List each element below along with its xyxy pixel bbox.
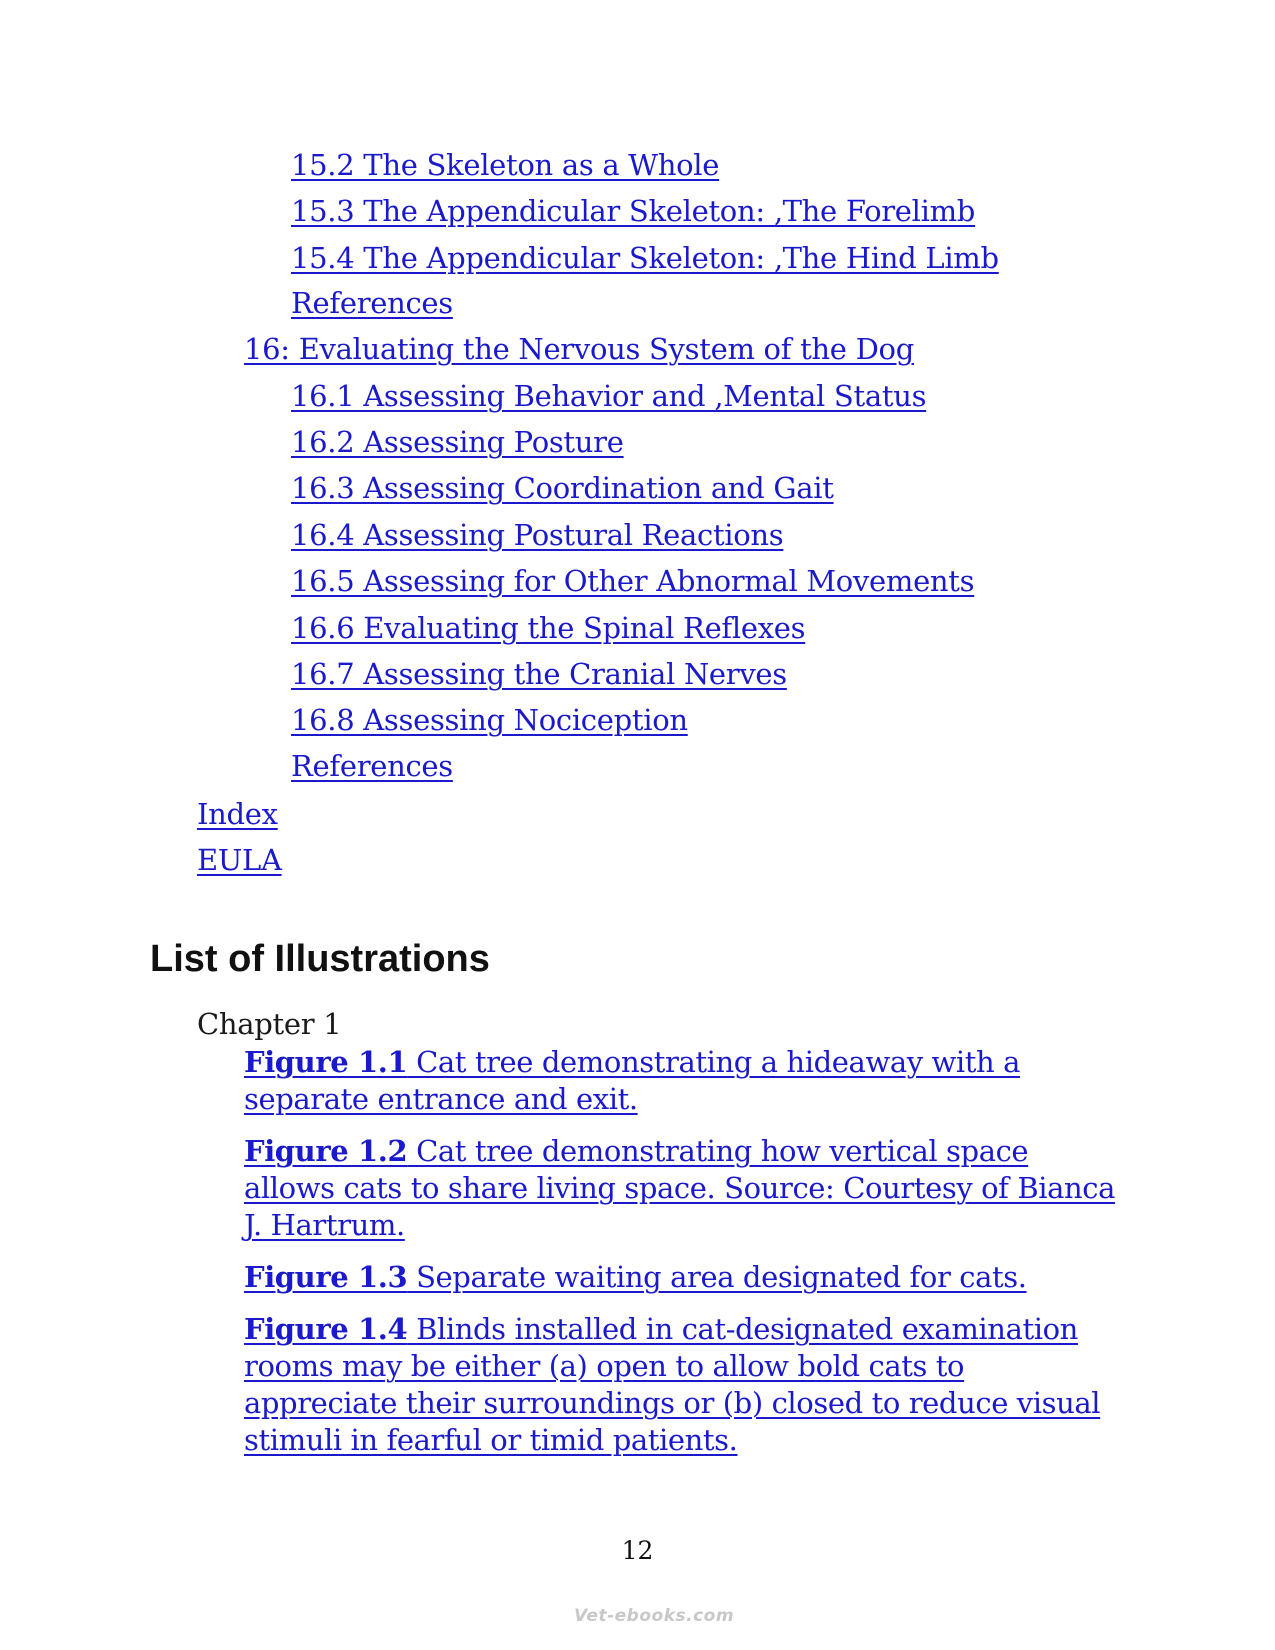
- figure-number: Figure 1.4: [244, 1312, 408, 1346]
- figure-caption: Cat tree demonstrating a hideaway with a separate entrance and exit.: [244, 1045, 1021, 1116]
- figure-number: Figure 1.2: [244, 1134, 408, 1168]
- toc-link-16-5[interactable]: 16.5 Assessing for Other Abnormal Movements: [291, 564, 975, 598]
- chapter-label: Chapter 1: [197, 1007, 342, 1041]
- toc-link-15-4[interactable]: 15.4 The Appendicular Skeleton: ‚The Hind Limb: [291, 241, 999, 275]
- toc-link-eula[interactable]: EULA: [197, 843, 282, 877]
- figure-number: Figure 1.3: [244, 1260, 408, 1294]
- toc-link-references-16[interactable]: References: [291, 749, 453, 783]
- figure-link-1-1[interactable]: [244, 1044, 1124, 1118]
- toc-link-16-6[interactable]: 16.6 Evaluating the Spinal Reflexes: [291, 611, 806, 645]
- toc-link-16-3[interactable]: 16.3 Assessing Coordination and Gait: [291, 471, 834, 505]
- figure-caption: Separate waiting area designated for cats.: [407, 1260, 1027, 1294]
- figure-caption: Blinds installed in cat-designated examination rooms may be either (a) open to allow bold cats to appreciate their surroundings or (b) closed to reduce visual stimuli in fearful or timid patients.: [244, 1312, 1101, 1457]
- figure-link-1-3[interactable]: [244, 1259, 1124, 1296]
- toc-link-15-2[interactable]: 15.2 The Skeleton as a Whole: [291, 148, 720, 182]
- list-of-illustrations-heading: List of Illustrations: [150, 938, 490, 980]
- toc-link-15-3[interactable]: 15.3 The Appendicular Skeleton: ‚The Forelimb: [291, 194, 976, 228]
- figure-number: Figure 1.1: [244, 1045, 408, 1079]
- toc-link-16-8[interactable]: 16.8 Assessing Nociception: [291, 703, 688, 737]
- toc-link-16-1[interactable]: 16.1 Assessing Behavior and ‚Mental Status: [291, 379, 927, 413]
- watermark-logo: Vet-ebooks.com: [574, 1606, 735, 1626]
- page-number: 12: [621, 1536, 654, 1565]
- toc-link-chapter-16[interactable]: 16: Evaluating the Nervous System of the Dog: [244, 332, 914, 366]
- figure-link-1-4[interactable]: [244, 1311, 1124, 1459]
- figure-caption: Cat tree demonstrating how vertical space allows cats to share living space. Source: Courtesy of Bianca J. Hartrum.: [244, 1134, 1116, 1242]
- toc-link-16-7[interactable]: 16.7 Assessing the Cranial Nerves: [291, 657, 787, 691]
- figure-link-1-2[interactable]: [244, 1133, 1124, 1244]
- toc-link-index[interactable]: Index: [197, 797, 278, 831]
- toc-link-16-4[interactable]: 16.4 Assessing Postural Reactions: [291, 518, 784, 552]
- toc-link-16-2[interactable]: 16.2 Assessing Posture: [291, 425, 624, 459]
- toc-link-references-15[interactable]: References: [291, 286, 453, 320]
